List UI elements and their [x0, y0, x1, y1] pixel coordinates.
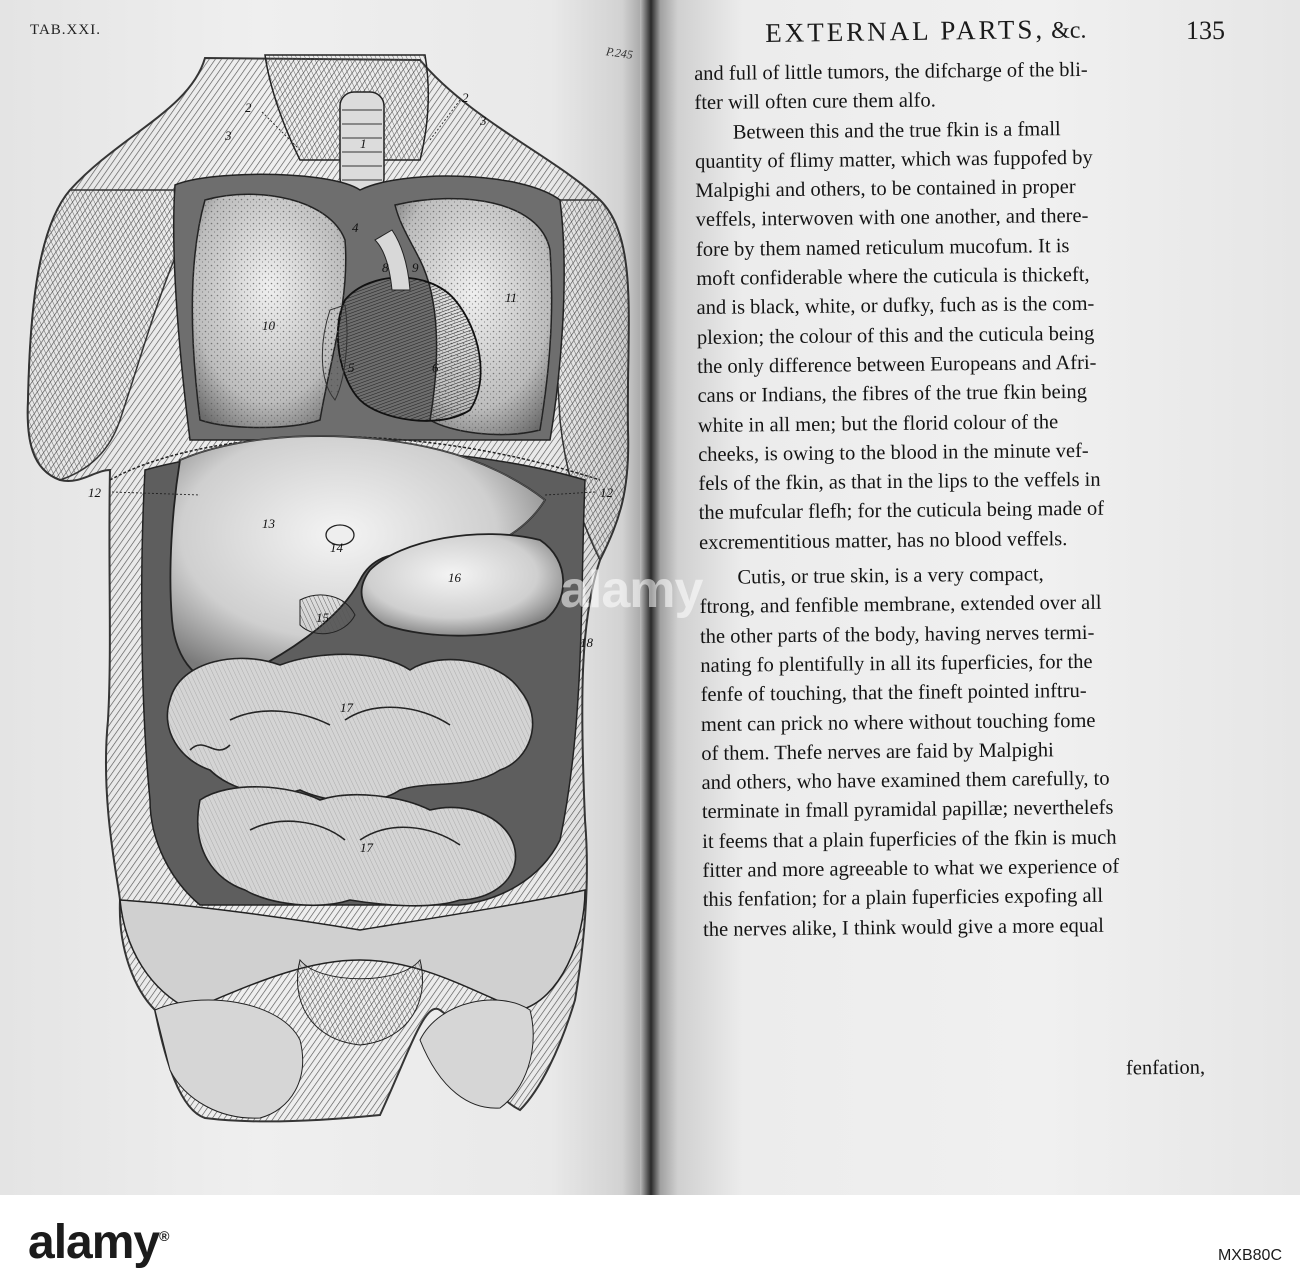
running-head-suffix: &c.	[1050, 17, 1087, 45]
text-line: of them. Thefe nerves are faid by Malpighi	[701, 739, 1054, 765]
text-line: fenfe of touching, that the fineft pointed inftru-	[700, 680, 1087, 707]
plate-label-15: 15	[316, 610, 329, 625]
text-line: and others, who have examined them carefully, to	[701, 767, 1110, 795]
text-line: cheeks, is owing to the blood in the minute vef-	[698, 439, 1089, 466]
plate-label-12a: 12	[88, 485, 101, 500]
text-line: white in all men; but the florid colour of the	[697, 410, 1059, 437]
trademark-icon: ®	[159, 1228, 169, 1244]
stock-banner	[0, 1195, 1300, 1285]
body-text	[694, 54, 1258, 945]
plate-label-11: 11	[505, 290, 518, 305]
text-line: excrementitious matter, has no blood veffels.	[698, 527, 1068, 554]
catchword: fenfation,	[1125, 1056, 1206, 1080]
text-line: Between this and the true fkin is a fmall	[732, 117, 1061, 144]
plate-label-13: 13	[262, 516, 275, 531]
running-head-title: EXTERNAL PARTS,	[765, 14, 1046, 48]
text-line: fter will often cure them alfo.	[694, 89, 936, 115]
text-line: the other parts of the body, having nerves termi-	[699, 621, 1095, 648]
text-line: Malpighi and others, to be contained in proper	[695, 176, 1076, 203]
plate-label-16: 16	[448, 570, 461, 585]
text-line: fore by them named reticulum mucofum. It is	[695, 234, 1070, 261]
plate-label-18: 18	[580, 635, 593, 650]
plate-label-8: 8	[382, 260, 389, 275]
text-line: the mufcular flefh; for the cuticula being made of	[698, 498, 1105, 525]
stock-watermark: alamy	[560, 561, 703, 619]
plate-label-3a: 3	[225, 128, 232, 143]
text-line: quantity of flimy matter, which was fuppofed by	[694, 146, 1093, 173]
text-line: the only difference between Europeans and Afri-	[697, 351, 1097, 378]
text-line: moft confiderable where the cuticula is thickeft,	[696, 263, 1090, 291]
right-lung-texture	[192, 194, 345, 427]
plate-label-4: 4	[352, 220, 359, 235]
page-number: 135	[1186, 16, 1225, 45]
text-line: fitter and more agreeable to what we experience of	[702, 855, 1120, 882]
text-line: plexion; the colour of this and the cuticula being	[696, 322, 1095, 349]
plate-number: TAB.XXI.	[30, 22, 101, 38]
text-line: Cutis, or true skin, is a very compact,	[737, 563, 1044, 589]
plate-label-14: 14	[330, 540, 343, 555]
text-line: this fenfation; for a plain fuperficies expofing all	[702, 885, 1104, 912]
image-id: MXB80C	[1217, 1247, 1282, 1264]
text-line: and is black, white, or dufky, fuch as is the com-	[696, 293, 1095, 320]
plate-label-12b: 12	[600, 485, 613, 500]
text-line: it feems that a plain fuperficies of the fkin is much	[702, 826, 1117, 853]
plate-label-3b: 3	[480, 113, 487, 128]
alamy-logo-text: alamy	[28, 1216, 160, 1269]
plate-label-10: 10	[262, 318, 275, 333]
text-line: and full of little tumors, the difcharge of the bli-	[694, 58, 1088, 85]
text-line: ment can prick no where without touching fome	[700, 709, 1096, 736]
plate-label-1: 1	[360, 136, 367, 151]
text-line: terminate in fmall pyramidal papillæ; neverthelefs	[701, 797, 1114, 824]
alamy-logo	[28, 1215, 168, 1270]
plate-label-2a: 2	[245, 100, 252, 115]
plate-label-2b: 2	[462, 90, 469, 105]
text-line: nating fo plentifully in all its fuperficies, for the	[700, 650, 1093, 677]
plate-label-17b: 17	[360, 840, 373, 855]
text-line: the nerves alike, I think would give a more equal	[702, 914, 1104, 941]
plate-label-9: 9	[412, 260, 419, 275]
right-thigh	[420, 1000, 533, 1108]
plate-label-5: 5	[348, 360, 355, 375]
anatomical-torso-illustration	[0, 0, 648, 1195]
text-line: cans or Indians, the fibres of the true fkin being	[697, 381, 1088, 408]
plate-page-reference: P.245	[605, 44, 634, 62]
text-line: ftrong, and fenfible membrane, extended over all	[699, 592, 1102, 619]
plate-label-17a: 17	[340, 700, 353, 715]
text-line: veffels, interwoven with one another, and there-	[695, 205, 1089, 232]
text-line: fels of the fkin, as that in the lips to the veffels in	[698, 468, 1101, 496]
plate-label-6: 6	[432, 360, 439, 375]
